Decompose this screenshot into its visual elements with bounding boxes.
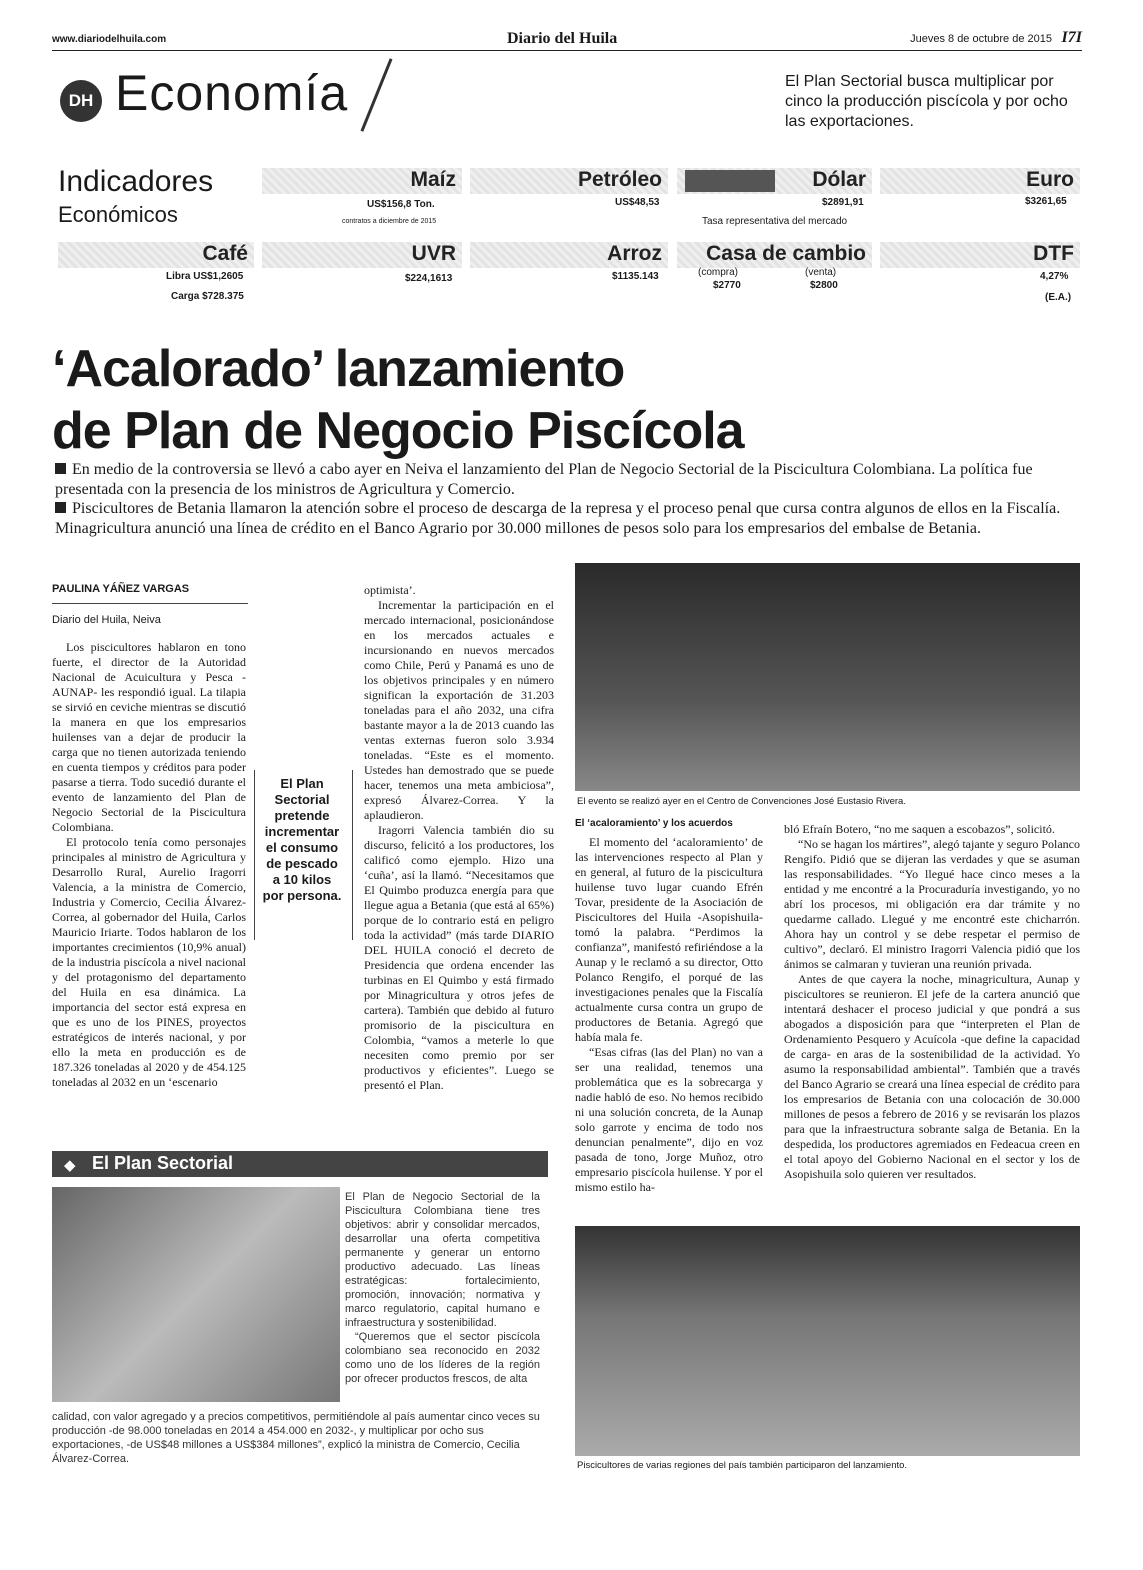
ministers-photo: [52, 1187, 340, 1402]
paragraph: El protocolo tenía como personajes principales al ministro de Agricultura y Desarrollo Rural, Aurelio Iragorri Valencia, a la ministra de Comercio, Industria y Comercio, Cecilia Álvarez-Correa, al gobernador del Huila, Carlos Mauricio Iriarte. Todos hablaron de los importantes crecimientos (10,9% anual) de la industria piscícola a nivel nacional y del protagonismo del departamento del Huila en esa dinámica. La importancia del sector está expresa en que es uno de los PINES, proyectos estratégicos de interés nacional, y por ello la meta en producción es de 187.326 toneladas al 2020 y de 454.125 toneladas al 2032 en un ‘escenario: [52, 835, 246, 1089]
indicator-name: Casa de cambio: [706, 242, 866, 265]
indicator-note: Tasa representativa del mercado: [702, 216, 848, 227]
column-3: [575, 835, 763, 1195]
indicator-uvr: [262, 242, 462, 268]
section-divider: [360, 58, 392, 131]
indicator-dtf: [880, 242, 1080, 268]
indicator-dolar: [677, 168, 872, 194]
summary-2: Piscicultores de Betania llamaron la atención sobre el proceso de descarga de la represa y el proceso penal que cursa contra algunos de ellos en la Fiscalía. Minagricultura anunció una línea de crédito en el Banco Agrario por 30.000 millones de pesos solo para los empresarios del embalse de Betania.: [55, 500, 1061, 537]
column-4: [784, 822, 1080, 1182]
indicator-name: Euro: [1026, 168, 1074, 191]
paragraph: El momento del ‘acaloramiento’ de las intervenciones respecto al Plan y en general, al futuro de la piscicultura huilense tuvo lugar cuando Efrén Tovar, presidente de la Asociación de Piscicultores del Huila -Asopishuila- tomó la palabra. “Perdimos la confianza”, manifestó refiriéndose a la Aunap y le reclamó a su director, Otto Polanco Rengifo, el porqué de las investigaciones penales que la Fiscalía actualmente cursa contra un grupo de productores de Betania. Agregó que había mala fe.: [575, 835, 763, 1044]
issue-date: Jueves 8 de octubre de 2015: [910, 33, 1052, 45]
banknote-icon: [685, 170, 775, 192]
indicator-value: $2891,91: [822, 197, 864, 208]
indicator-petroleo: [470, 168, 668, 194]
column-1: [52, 640, 246, 1090]
indicator-maiz: [262, 168, 462, 194]
plan-quote: “Queremos que el sector piscícola colombiano sea reconocido en 2032 como uno de los líderes de la región por ofrecer productos frescos, de alta: [345, 1331, 540, 1385]
pull-quote: El Plan Sectorial pretende incrementar el consumo de pescado a 10 kilos por persona.: [262, 776, 342, 903]
plan-text-2: calidad, con valor agregado y a precios competitivos, permitiéndole al país aumentar cinco veces su producción -de 98.000 toneladas en 2014 a 454.000 en 2032-, y multiplicar por ocho sus exportaciones, -de US$48 millones a US$384 millones”, explicó la ministra de Comercio, Cecilia Álvarez-Correa.: [52, 1411, 540, 1465]
paragraph: optimista’.: [364, 583, 416, 597]
paragraph: “No se hagan los mártires”, alegó tajante y seguro Polanco Rengifo. Pidió que se dijeran las verdades y que se asuman las responsabilidades. “Yo llegué hace cinco meses a la entidad y me encontré a la Procuraduría investigando, yo no abrí los procesos, mi obligación era dar trámite y no quedarme callado. Llegué y me encontré este chicharrón. Ahora hay un control y se debe respetar el permiso de cultivo”, declaró. El ministro Iragorri Valencia pidió que los ánimos se calmaran y tuvieran una reunión privada.: [784, 837, 1080, 971]
newspaper-name: Diario del Huila: [507, 30, 618, 47]
byline-rule: [52, 603, 248, 604]
indicator-cafe: [58, 242, 254, 268]
source: Diario del Huila, Neiva: [52, 614, 161, 626]
indicator-name: Dólar: [812, 168, 866, 191]
paragraph: Los piscicultores hablaron en tono fuerte, el director de la Autoridad Nacional de Acuicultura y Pesca -AUNAP- les respondió igual. La tilapia se sirvió en ceviche mientras se discutió la manera en que los empresarios huilenses van a dejar de producir la carga que no tienen autorizada teniendo en cuenta tiempos y créditos para poder pasarse a tierra. Todo sucedió durante el evento de lanzamiento del Plan de Negocio Sectorial de la Piscicultura Colombiana.: [52, 640, 246, 834]
indicator-name: Maíz: [410, 168, 456, 191]
column-rule: [254, 770, 255, 940]
indicator-name: DTF: [1033, 242, 1074, 265]
indicator-value: $2800: [810, 280, 838, 291]
indicator-value: Carga $728.375: [171, 291, 244, 302]
indicator-value: US$156,8 Ton.: [367, 199, 435, 210]
audience-photo: [575, 1226, 1080, 1456]
indicators-subtitle: Económicos: [58, 202, 178, 227]
arrow-icon: ◆: [64, 1158, 76, 1174]
paragraph: bló Efraín Botero, “no me saquen a escobazos”, solicitó.: [784, 822, 1055, 836]
section-title: Economía: [115, 65, 349, 121]
article-summary: [55, 460, 1085, 538]
indicator-value: US$48,53: [615, 197, 660, 208]
indicator-name: UVR: [411, 242, 456, 265]
headline-line-2: de Plan de Negocio Piscícola: [52, 402, 744, 460]
indicator-note: contratos a diciembre de 2015: [342, 218, 437, 225]
site-url: www.diariodelhuila.com: [52, 34, 167, 45]
indicator-note: (E.A.): [1045, 292, 1072, 303]
bullet-icon: [55, 463, 66, 474]
column-rule: [352, 770, 353, 940]
indicator-casa-de-cambio: [677, 242, 872, 268]
indicator-name: Café: [202, 242, 248, 265]
dh-logo: DH: [60, 80, 102, 122]
plan-sectorial-header: [52, 1151, 548, 1177]
event-photo: [575, 563, 1080, 791]
indicator-name: Arroz: [607, 242, 662, 265]
indicator-name: Petróleo: [577, 168, 662, 191]
paragraph: Antes de que cayera la noche, minagricultura, Aunap y piscicultores se reunieron. El jefe de la cartera anunció que intentará deshacer el proceso judicial y que pondrá a sus abogados a disposición para que “interpreten el Plan de Ordenamiento Pesquero y Acuícola -que define la capacidad de carga- en aras de la sostenibilidad de la actividad. Yo asumo la responsabilidad ambiental”. También que a través del Banco Agrario se creará una línea especial de crédito para los empresarios de Betania con una colocación de 30.000 millones de pesos a febrero de 2016 y se revisarán los plazos para que la infraestructura sobrante salga de Betania. En la despedida, los productores agremiados en Fedeacua creen en el total apoyo del Gobierno Nacional en el sector y los de Asopishuila solo quieren ver resultados.: [784, 972, 1080, 1181]
bullet-icon: [55, 502, 66, 513]
indicators-title: Indicadores: [58, 165, 214, 198]
paragraph: Iragorri Valencia también dio su discurso, felicitó a los productores, los calificó como ejemplo. Hizo una ‘cuña’, así la llamó. “Necesitamos que El Quimbo produzca energía para que llegue agua a Betania (que está al 65%) porque de lo contrario está en peligro toda la actividad” (más tarde DIARIO DEL HUILA conoció el decreto de Presidencia que ordena encender las turbinas en El Quimbo y está firmado por Minagricultura y otros jefes de cartera). También que debido al futuro promisorio de la piscicultura en Colombia, “vamos a meterle lo que necesiten como premio por ser productivos y eficientes”. Luego se presentó el Plan.: [364, 823, 554, 1092]
plan-text-1: [345, 1190, 540, 1386]
article-headline: [52, 338, 744, 462]
indicator-label: (compra): [698, 267, 739, 278]
indicator-value: $224,1613: [405, 273, 453, 284]
indicator-arroz: [470, 242, 668, 268]
page-header: [52, 30, 1082, 51]
indicator-value: $2770: [713, 280, 741, 291]
column-2: [364, 583, 554, 1093]
photo-caption: Piscicultores de varias regiones del país también participaron del lanzamiento.: [577, 1460, 908, 1471]
indicator-euro: [880, 168, 1080, 194]
indicator-label: (venta): [805, 267, 837, 278]
paragraph: Incrementar la participación en el mercado internacional, posicionándose en los mercados actuales e incursionando en nuevos mercados como Chile, Perú y Panamá es uno de los objetivos principales y en número significan la exportación de 31.203 toneladas para el año 2032, una cifra bastante mayor a la de 2013 cuando las ventas externas fueron solo 3.934 toneladas. “Este es el momento. Ustedes han demostrado que se puede hacer, tenemos una meta ambiciosa”, expresó Álvarez-Correa. Y la aplaudieron.: [364, 598, 554, 822]
summary-1: En medio de la controversia se llevó a cabo ayer en Neiva el lanzamiento del Plan de Negocio Sectorial de la Piscicultura Colombiana. La política fue presentada con la presencia de los ministros de Agricultura y Comercio.: [55, 461, 1033, 498]
plan-paragraph: El Plan de Negocio Sectorial de la Piscicultura Colombiana tiene tres objetivos: abrir y consolidar mercados, desarrollar una oferta competitiva permanente y generar un entorno productivo adecuado. Las líneas estratégicas: fortalecimiento, promoción, innovación; normativa y marco regulatorio, capital humano e infraestructura y sostenibilidad.: [345, 1191, 540, 1329]
page-number: I7I: [1061, 29, 1082, 46]
headline-line-1: ‘Acalorado’ lanzamiento: [52, 340, 625, 398]
section-lede: El Plan Sectorial busca multiplicar por cinco la producción piscícola y por ocho las exportaciones.: [785, 73, 1068, 130]
author: PAULINA YÁÑEZ VARGAS: [52, 583, 190, 595]
indicator-value: 4,27%: [1040, 271, 1069, 282]
plan-title: El Plan Sectorial: [92, 1153, 234, 1173]
indicator-value: Libra US$1,2605: [166, 271, 244, 282]
subhead: El ‘acaloramiento’ y los acuerdos: [575, 818, 733, 829]
indicator-value: $1135.143: [612, 271, 659, 282]
photo-caption: El evento se realizó ayer en el Centro de Convenciones José Eustasio Rivera.: [577, 796, 906, 807]
indicator-value: $3261,65: [1025, 196, 1067, 207]
paragraph: “Esas cifras (las del Plan) no van a ser una realidad, tenemos una problemática que es la sobrecarga y nadie habló de eso. No hemos recibido ni una solución concreta, de la Aunap solo garrote y encima de todo nos denuncian penalmente”, dijo en voz pasada de tono, Jorge Muñoz, otro empresario piscícola huilense. Y por el mismo estilo ha-: [575, 1045, 763, 1194]
